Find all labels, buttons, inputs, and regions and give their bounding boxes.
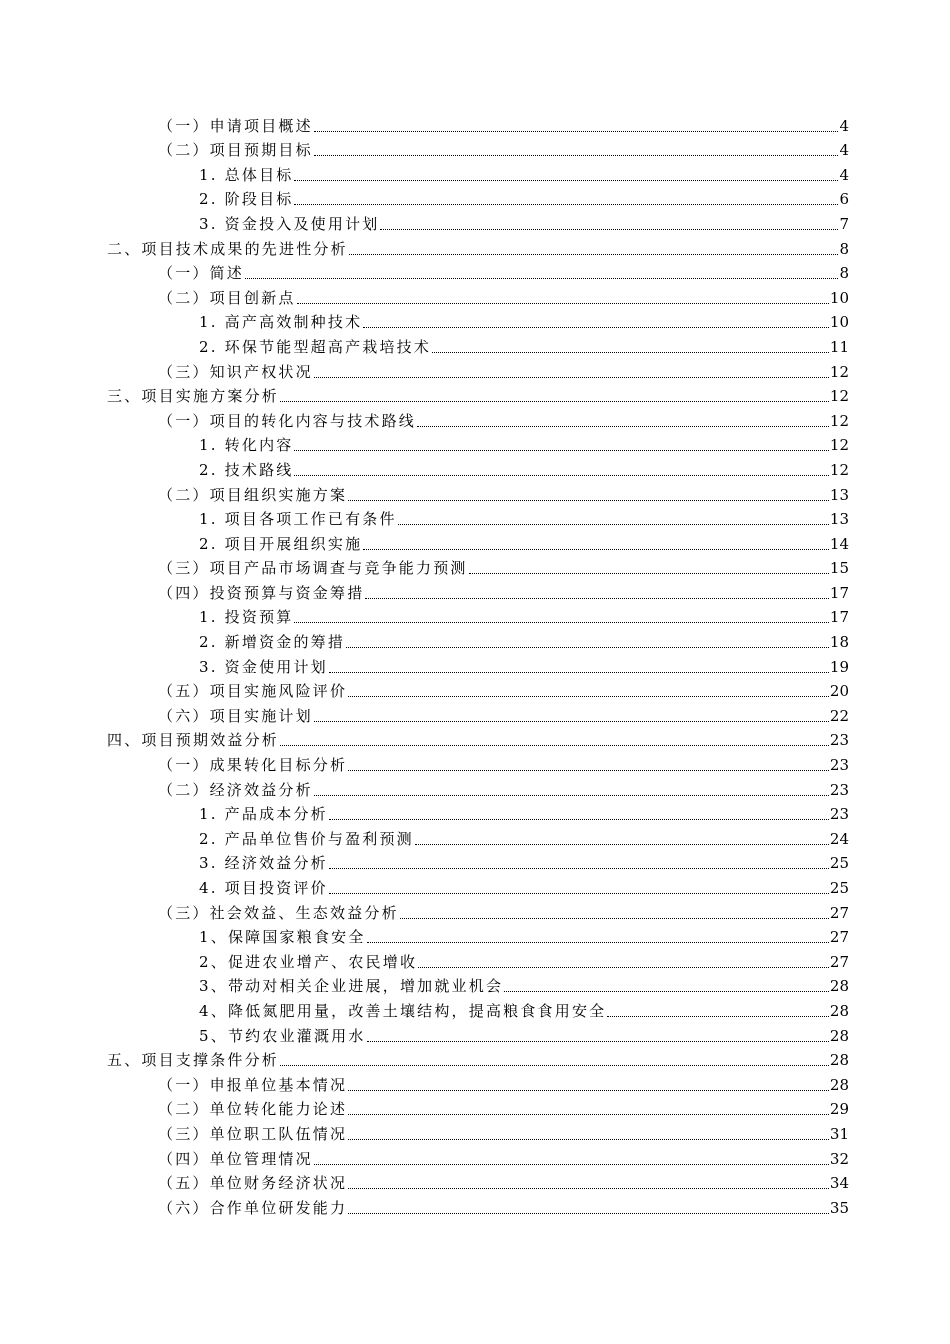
toc-entry-title: 3. 资金投入及使用计划 (199, 214, 380, 233)
toc-entry[interactable] (0, 1022, 950, 1047)
toc-entry-page-number: 35 (829, 1198, 849, 1217)
toc-entry[interactable] (0, 874, 950, 899)
toc-entry-title: （四）单位管理情况 (158, 1149, 313, 1168)
toc-entry-title: （三）项目产品市场调查与竞争能力预测 (158, 559, 468, 578)
toc-entry-page-number: 28 (829, 977, 849, 996)
toc-entry[interactable] (0, 1096, 950, 1121)
toc-entry-page-number: 27 (829, 928, 849, 947)
toc-entry[interactable] (0, 1145, 950, 1170)
toc-entry[interactable] (0, 161, 950, 186)
toc-entry[interactable] (0, 924, 950, 949)
toc-entry[interactable] (0, 186, 950, 211)
toc-entry-page-number: 28 (829, 1075, 849, 1094)
toc-entry-title: 1、保障国家粮食安全 (199, 928, 366, 947)
toc-dot-leader (314, 1164, 829, 1165)
toc-dot-leader (348, 1090, 829, 1091)
toc-dot-leader (367, 1041, 829, 1042)
toc-entry[interactable] (0, 948, 950, 973)
toc-entry[interactable] (0, 579, 950, 604)
toc-entry-title: 二、项目技术成果的先进性分析 (107, 239, 348, 258)
toc-entry-page-number: 31 (829, 1124, 849, 1143)
toc-entry[interactable] (0, 776, 950, 801)
toc-dot-leader (348, 1213, 829, 1214)
toc-dot-leader (294, 450, 828, 451)
toc-entry[interactable] (0, 383, 950, 408)
toc-entry-title: 4. 项目投资评价 (199, 879, 328, 897)
toc-entry[interactable] (0, 604, 950, 629)
toc-entry-page-number: 24 (829, 829, 849, 848)
toc-entry[interactable] (0, 801, 950, 826)
toc-entry-title: 2. 项目开展组织实施 (199, 534, 363, 553)
toc-dot-leader (363, 549, 829, 550)
toc-entry[interactable] (0, 506, 950, 531)
toc-entry-title: 1. 项目各项工作已有条件 (199, 510, 397, 529)
toc-entry-page-number: 23 (829, 731, 849, 750)
toc-entry-title: （四）投资预算与资金筹措 (158, 583, 365, 602)
toc-entry-title: 2. 环保节能型超高产栽培技术 (199, 337, 432, 356)
toc-entry-page-number: 22 (829, 706, 849, 725)
toc-entry-page-number: 10 (829, 313, 849, 332)
toc-entry-page-number: 12 (829, 362, 849, 381)
toc-entry-title: 四、项目预期效益分析 (107, 731, 280, 750)
toc-entry[interactable] (0, 727, 950, 752)
toc-entry-page-number: 17 (829, 583, 849, 602)
toc-entry[interactable] (0, 973, 950, 998)
toc-entry-title: （六）合作单位研发能力 (158, 1198, 348, 1217)
toc-entry-title: 2. 产品单位售价与盈利预测 (199, 829, 414, 848)
toc-entry-title: 5、节约农业灌溉用水 (199, 1026, 366, 1045)
toc-entry-page-number: 18 (829, 633, 849, 652)
toc-entry-title: （二）项目创新点 (158, 288, 296, 307)
toc-entry[interactable] (0, 1170, 950, 1195)
toc-entry-page-number: 20 (829, 682, 849, 701)
toc-entry-page-number: 8 (839, 264, 849, 283)
toc-entry-title: 2. 技术路线 (199, 460, 294, 479)
toc-dot-leader (348, 500, 829, 501)
toc-entry-title: （一）项目的转化内容与技术路线 (158, 411, 417, 430)
toc-dot-leader (314, 131, 839, 132)
toc-dot-leader (329, 819, 829, 820)
toc-entry[interactable] (0, 1071, 950, 1096)
toc-dot-leader (314, 377, 829, 378)
toc-entry[interactable] (0, 1047, 950, 1072)
toc-entry-title: 三、项目实施方案分析 (107, 387, 280, 406)
toc-entry-page-number: 4 (839, 141, 849, 160)
toc-entry-page-number: 34 (829, 1174, 849, 1193)
toc-entry-page-number: 23 (829, 805, 849, 824)
table-of-contents (0, 112, 950, 1219)
toc-entry-page-number: 14 (829, 534, 849, 553)
toc-dot-leader (363, 327, 829, 328)
toc-entry-page-number: 15 (829, 559, 849, 578)
toc-dot-leader (380, 229, 838, 230)
toc-dot-leader (329, 672, 829, 673)
toc-entry-title: 五、项目支撑条件分析 (107, 1051, 280, 1070)
toc-dot-leader (432, 352, 829, 353)
toc-entry-page-number: 12 (829, 460, 849, 479)
toc-entry-title: （一）申报单位基本情况 (158, 1075, 348, 1094)
toc-dot-leader (280, 1065, 829, 1066)
toc-entry[interactable] (0, 1194, 950, 1219)
toc-entry-title: （一）成果转化目标分析 (158, 756, 348, 775)
toc-entry[interactable] (0, 653, 950, 678)
toc-dot-leader (348, 770, 829, 771)
toc-entry-title: 1. 产品成本分析 (199, 805, 328, 824)
toc-dot-leader (346, 647, 829, 648)
toc-entry-page-number: 28 (829, 1026, 849, 1045)
toc-entry-page-number: 32 (829, 1149, 849, 1168)
toc-dot-leader (504, 991, 829, 992)
toc-entry[interactable] (0, 678, 950, 703)
toc-entry[interactable] (0, 235, 950, 260)
toc-entry[interactable] (0, 481, 950, 506)
toc-entry-title: （五）单位财务经济状况 (158, 1174, 348, 1193)
toc-dot-leader (297, 303, 829, 304)
toc-entry-page-number: 11 (829, 337, 849, 356)
toc-entry[interactable] (0, 997, 950, 1022)
toc-dot-leader (314, 795, 829, 796)
toc-entry-title: （三）单位职工队伍情况 (158, 1124, 348, 1143)
toc-entry-title: （三）知识产权状况 (158, 362, 313, 381)
toc-entry[interactable] (0, 407, 950, 432)
toc-entry-title: （五）项目实施风险评价 (158, 682, 348, 701)
toc-entry[interactable] (0, 210, 950, 235)
toc-entry-page-number: 23 (829, 756, 849, 775)
toc-dot-leader (349, 254, 839, 255)
toc-entry[interactable] (0, 112, 950, 137)
toc-entry[interactable] (0, 260, 950, 285)
toc-dot-leader (280, 745, 829, 746)
toc-entry-title: 1. 高产高效制种技术 (199, 313, 363, 332)
toc-dot-leader (294, 204, 838, 205)
toc-dot-leader (607, 1016, 829, 1017)
toc-entry-page-number: 27 (829, 903, 849, 922)
toc-entry-page-number: 4 (839, 116, 849, 135)
toc-entry-title: 3. 资金使用计划 (199, 657, 328, 676)
toc-dot-leader (280, 401, 829, 402)
toc-entry[interactable] (0, 309, 950, 334)
toc-entry-page-number: 25 (829, 879, 849, 897)
toc-entry[interactable] (0, 137, 950, 162)
toc-entry-page-number: 17 (829, 608, 849, 627)
toc-entry-page-number: 28 (829, 1001, 849, 1020)
toc-dot-leader (469, 573, 829, 574)
toc-entry[interactable] (0, 850, 950, 875)
toc-entry-page-number: 7 (839, 214, 849, 233)
toc-dot-leader (417, 426, 829, 427)
toc-entry[interactable] (0, 702, 950, 727)
toc-dot-leader (245, 278, 838, 279)
toc-entry[interactable] (0, 432, 950, 457)
toc-entry[interactable] (0, 530, 950, 555)
toc-dot-leader (398, 524, 829, 525)
toc-entry-page-number: 28 (829, 1051, 849, 1070)
toc-entry-page-number: 13 (829, 485, 849, 504)
toc-dot-leader (294, 475, 828, 476)
toc-entry-page-number: 6 (839, 190, 849, 209)
toc-dot-leader (365, 598, 829, 599)
toc-entry-page-number: 29 (829, 1100, 849, 1119)
toc-entry[interactable] (0, 751, 950, 776)
toc-entry-page-number: 27 (829, 952, 849, 971)
toc-entry[interactable] (0, 333, 950, 358)
toc-entry-page-number: 23 (829, 780, 849, 799)
toc-entry[interactable] (0, 555, 950, 580)
toc-entry-page-number: 13 (829, 510, 849, 529)
toc-entry-page-number: 19 (829, 657, 849, 676)
toc-entry[interactable] (0, 628, 950, 653)
toc-entry[interactable] (0, 899, 950, 924)
toc-dot-leader (367, 942, 829, 943)
toc-dot-leader (348, 1188, 829, 1189)
toc-dot-leader (294, 622, 828, 623)
toc-dot-leader (348, 1139, 829, 1140)
toc-dot-leader (314, 155, 839, 156)
toc-entry-title: 1. 总体目标 (199, 165, 294, 184)
toc-dot-leader (294, 180, 838, 181)
toc-entry[interactable] (0, 358, 950, 383)
toc-entry-title: （一）申请项目概述 (158, 116, 313, 135)
toc-entry-title: （二）项目组织实施方案 (158, 485, 348, 504)
toc-entry-title: （一）简述 (158, 264, 245, 283)
toc-entry-title: （二）单位转化能力论述 (158, 1100, 348, 1119)
toc-entry-title: 2、促进农业增产、农民增收 (199, 952, 418, 971)
toc-entry-page-number: 10 (829, 288, 849, 307)
toc-entry-title: （二）项目预期目标 (158, 141, 313, 160)
toc-entry-title: 3. 经济效益分析 (199, 854, 328, 873)
toc-entry-title: 2. 阶段目标 (199, 190, 294, 209)
toc-entry[interactable] (0, 284, 950, 309)
toc-dot-leader (415, 844, 829, 845)
toc-entry[interactable] (0, 1120, 950, 1145)
toc-entry-page-number: 8 (839, 239, 849, 258)
toc-entry-page-number: 4 (839, 165, 849, 184)
toc-entry[interactable] (0, 825, 950, 850)
toc-entry-page-number: 12 (829, 436, 849, 455)
toc-entry-page-number: 12 (829, 411, 849, 430)
toc-dot-leader (400, 918, 829, 919)
toc-entry-title: 3、带动对相关企业进展，增加就业机会 (199, 977, 504, 996)
toc-entry-title: 1. 投资预算 (199, 608, 294, 627)
toc-dot-leader (329, 893, 829, 894)
toc-dot-leader (348, 696, 829, 697)
toc-entry-title: （二）经济效益分析 (158, 780, 313, 799)
toc-dot-leader (329, 868, 829, 869)
toc-dot-leader (314, 721, 829, 722)
toc-entry-page-number: 12 (829, 387, 849, 406)
toc-dot-leader (418, 967, 829, 968)
toc-entry-title: （六）项目实施计划 (158, 706, 313, 725)
toc-entry-title: 2. 新增资金的筹措 (199, 633, 346, 652)
toc-entry-title: 4、降低氮肥用量，改善土壤结构，提高粮食食用安全 (199, 1001, 607, 1020)
toc-entry[interactable] (0, 456, 950, 481)
toc-entry-title: （三）社会效益、生态效益分析 (158, 903, 399, 922)
toc-entry-page-number: 25 (829, 854, 849, 873)
toc-entry-title: 1. 转化内容 (199, 436, 294, 455)
toc-dot-leader (348, 1114, 829, 1115)
